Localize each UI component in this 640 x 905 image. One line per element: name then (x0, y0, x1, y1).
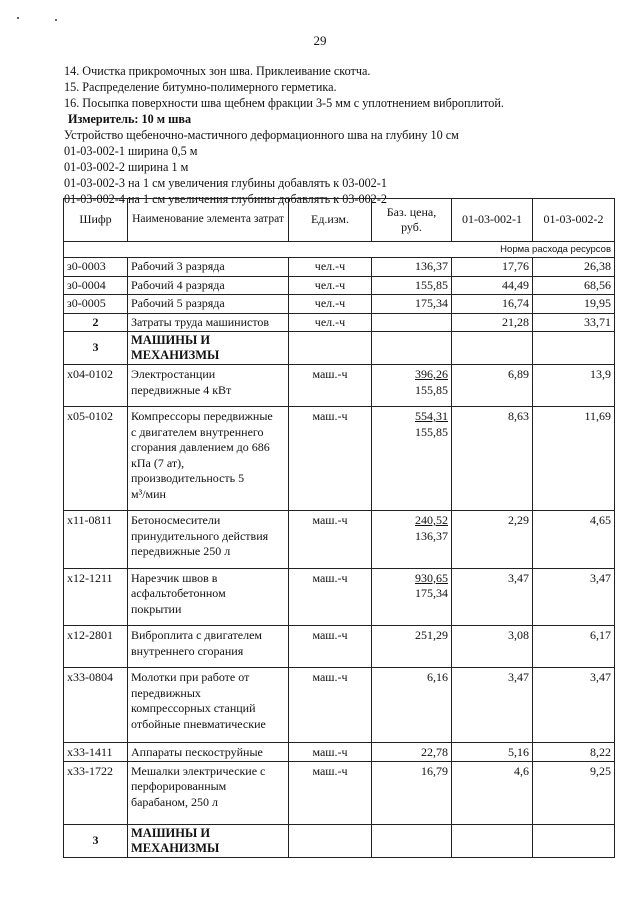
header-name: Наименование элемента затрат (128, 199, 289, 242)
operators-row (64, 313, 615, 332)
cell-code: з0-0003 (64, 258, 128, 277)
machine-row (64, 511, 615, 569)
price-value: 396,26 (415, 367, 448, 381)
name-line: Виброплита с двигателем (131, 628, 263, 642)
cell-v2: 3,47 (533, 668, 615, 743)
name-line: передвижные 250 л (131, 544, 231, 558)
operator-price-value: 136,37 (415, 528, 448, 543)
header-unit: Ед.изм. (289, 199, 372, 242)
cell-v2: 9,25 (533, 761, 615, 825)
cell-v1: 6,89 (452, 365, 533, 407)
name-line: барабаном, 250 л (131, 794, 218, 809)
operator-price-value: 155,85 (415, 382, 448, 397)
name-line: с двигателем внутреннего (131, 424, 264, 439)
cell-price (372, 407, 452, 511)
scan-speck (17, 17, 19, 19)
name-line: перфорированным (131, 779, 227, 793)
name-line: компрессорных станций (131, 701, 256, 715)
cell-price (372, 511, 452, 569)
cell-v1: 44,49 (452, 276, 533, 295)
cell-v1: 16,74 (452, 295, 533, 314)
machine-row (64, 365, 615, 407)
header-col1: 01-03-002-1 (452, 199, 533, 242)
step-16: 16. Посыпка поверхности шва щебнем фракции 3-5 мм с уплотнением виброплитой. (64, 96, 504, 110)
cell-code: з0-0005 (64, 295, 128, 314)
cell-code: з0-0004 (64, 276, 128, 295)
cell-price: 136,37 (372, 258, 452, 277)
table-row (64, 258, 615, 277)
cell-v2: 4,65 (533, 511, 615, 569)
norm-row (64, 242, 615, 258)
cell-v1: 8,63 (452, 407, 533, 511)
cell-name (128, 511, 289, 569)
name-line: сгорания давлением до 686 (131, 440, 270, 454)
cell-unit: маш.-ч (289, 365, 372, 407)
price-value: 930,65 (415, 570, 448, 585)
name-line: принудительного действия (131, 528, 269, 543)
section-row (64, 825, 615, 858)
name-line: Электростанции (131, 367, 216, 381)
price-value: 6,16 (427, 670, 448, 684)
name-line: асфальтобетонном (131, 586, 226, 600)
cell-v2: 68,56 (533, 276, 615, 295)
cell-code: х33-1722 (64, 761, 128, 825)
name-line: внутреннего сгорания (131, 643, 244, 658)
cell-v2: 11,69 (533, 407, 615, 511)
cell-code: х33-1411 (64, 743, 128, 762)
intro-block (64, 63, 624, 207)
cell-empty (533, 332, 615, 365)
cell-v1: 5,16 (452, 743, 533, 762)
cell-name: Затраты труда машинистов (128, 313, 289, 332)
cell-unit: чел.-ч (289, 313, 372, 332)
cell-unit: чел.-ч (289, 276, 372, 295)
section-title (128, 825, 289, 858)
section-title-line: МЕХАНИЗМЫ (131, 841, 220, 855)
name-line: отбойные пневматические (131, 716, 266, 731)
cell-empty (372, 825, 452, 858)
cell-price (372, 668, 452, 743)
section-title (128, 332, 289, 365)
section-title-line: МЕХАНИЗМЫ (131, 348, 220, 362)
name-line: передвижных (131, 685, 201, 700)
cell-name: Рабочий 4 разряда (128, 276, 289, 295)
price-value: 251,29 (415, 628, 448, 642)
cell-empty (533, 825, 615, 858)
price-value: 22,78 (421, 745, 448, 759)
machine-row (64, 743, 615, 762)
cell-unit: маш.-ч (289, 407, 372, 511)
cell-empty (372, 332, 452, 365)
machine-row (64, 568, 615, 626)
cell-code: 2 (64, 313, 128, 332)
cell-name (128, 365, 289, 407)
cell-price (372, 761, 452, 825)
name-line: Бетоносмесители (131, 513, 221, 527)
cell-name (128, 668, 289, 743)
page-number: 29 (313, 33, 327, 48)
table-row (64, 295, 615, 314)
cell-code: х05-0102 (64, 407, 128, 511)
name-line: м³/мин (131, 486, 166, 501)
cell-price (372, 365, 452, 407)
code-line: 01-03-002-4 на 1 см увеличения глубины добавлять к 03-002-2 (64, 192, 387, 206)
step-14: 14. Очистка прикромочных зон шва. Приклеивание скотча. (64, 64, 371, 78)
cell-v1: 17,76 (452, 258, 533, 277)
cell-v2: 6,17 (533, 626, 615, 668)
cell-v1: 3,47 (452, 568, 533, 626)
scan-speck (55, 19, 57, 21)
operator-price-value: 175,34 (415, 586, 448, 600)
cell-v2: 3,47 (533, 568, 615, 626)
name-line: Мешалки электрические с (131, 763, 266, 778)
cell-unit: чел.-ч (289, 295, 372, 314)
cell-empty (452, 825, 533, 858)
header-col2: 01-03-002-2 (533, 199, 615, 242)
cell-v2: 8,22 (533, 743, 615, 762)
cell-code: х04-0102 (64, 365, 128, 407)
section-number: 3 (64, 825, 128, 858)
name-line: Нарезчик швов в (131, 570, 218, 585)
code-line: 01-03-002-3 на 1 см увеличения глубины добавлять к 03-002-1 (64, 176, 387, 190)
cell-name: Рабочий 5 разряда (128, 295, 289, 314)
cell-unit: маш.-ч (289, 761, 372, 825)
cell-code: х12-2801 (64, 626, 128, 668)
cell-name (128, 743, 289, 762)
cell-unit: маш.-ч (289, 668, 372, 743)
cell-price (372, 626, 452, 668)
cell-price: 155,85 (372, 276, 452, 295)
section-number: 3 (64, 332, 128, 365)
cell-empty (289, 825, 372, 858)
cell-code: х33-0804 (64, 668, 128, 743)
cell-unit: маш.-ч (289, 743, 372, 762)
machine-row (64, 407, 615, 511)
cell-v2: 33,71 (533, 313, 615, 332)
operator-price-value: 155,85 (415, 424, 448, 439)
price-value: 240,52 (415, 513, 448, 527)
cell-unit: маш.-ч (289, 511, 372, 569)
section-title-line: МАШИНЫ И (131, 826, 211, 840)
name-line: Компрессоры передвижные (131, 409, 273, 423)
cell-v1: 4,6 (452, 761, 533, 825)
cell-code: х12-1211 (64, 568, 128, 626)
cell-name (128, 626, 289, 668)
norm-label: Норма расхода ресурсов (64, 242, 615, 258)
name-line: кПа (7 ат), (131, 455, 185, 470)
code-line: 01-03-002-1 ширина 0,5 м (64, 144, 198, 158)
section-title-line: МАШИНЫ И (131, 333, 211, 347)
work-description: Устройство щебеночно-мастичного деформационного шва на глубину 10 см (64, 128, 459, 142)
price-value: 16,79 (421, 763, 448, 778)
cell-price: 175,34 (372, 295, 452, 314)
cell-code: х11-0811 (64, 511, 128, 569)
machine-row (64, 668, 615, 743)
machine-row (64, 626, 615, 668)
price-value: 554,31 (415, 409, 448, 423)
cell-unit: маш.-ч (289, 626, 372, 668)
cell-name: Рабочий 3 разряда (128, 258, 289, 277)
cell-name (128, 568, 289, 626)
header-price: Баз. цена, руб. (372, 199, 452, 242)
cell-v2: 13,9 (533, 365, 615, 407)
code-line: 01-03-002-2 ширина 1 м (64, 160, 189, 174)
cell-v1: 3,47 (452, 668, 533, 743)
cell-price (372, 743, 452, 762)
name-line: покрытии (131, 601, 182, 616)
table-header-row (64, 199, 615, 242)
machine-row (64, 761, 615, 825)
cell-v2: 26,38 (533, 258, 615, 277)
cell-price (372, 313, 452, 332)
name-line: Аппараты пескоструйные (131, 745, 263, 759)
resource-table (63, 198, 615, 858)
cell-empty (289, 332, 372, 365)
cell-empty (452, 332, 533, 365)
header-code: Шифр (64, 199, 128, 242)
name-line: производительность 5 (131, 471, 245, 485)
name-line: передвижные 4 кВт (131, 382, 232, 397)
cell-v1: 3,08 (452, 626, 533, 668)
name-line: Молотки при работе от (131, 670, 250, 684)
cell-price (372, 568, 452, 626)
cell-name (128, 761, 289, 825)
cell-v1: 21,28 (452, 313, 533, 332)
cell-unit: маш.-ч (289, 568, 372, 626)
section-row (64, 332, 615, 365)
table-row (64, 276, 615, 295)
cell-v2: 19,95 (533, 295, 615, 314)
cell-unit: чел.-ч (289, 258, 372, 277)
meter-heading: Измеритель: 10 м шва (68, 112, 192, 126)
cell-v1: 2,29 (452, 511, 533, 569)
cell-name (128, 407, 289, 511)
step-15: 15. Распределение битумно-полимерного герметика. (64, 80, 337, 94)
